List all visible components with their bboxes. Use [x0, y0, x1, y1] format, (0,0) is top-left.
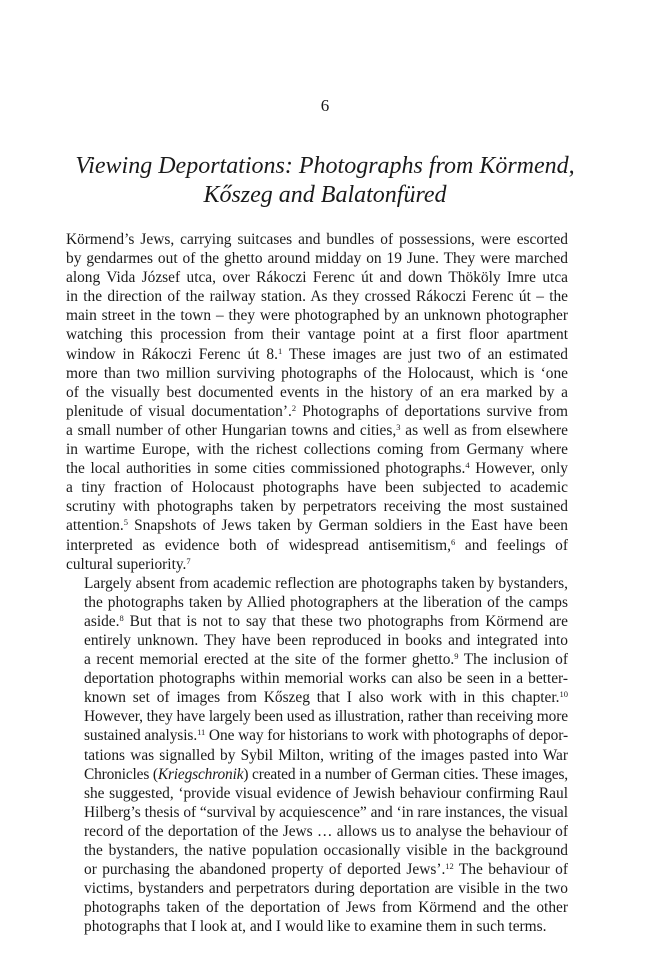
chapter-number: 6 [320, 96, 330, 115]
footnote-mark-7[interactable]: 7 [186, 555, 191, 566]
text-line: more than two million surviving photographs of the Holocaust, which is ‘one [66, 364, 568, 382]
footnote-mark-12[interactable]: 12 [445, 861, 454, 872]
text-line: in the direction of the railway station. As they crossed Rákoczi Ferenc út – the [66, 288, 568, 306]
text-line: photographs taken of the deportation of Jews from Körmend and the other [84, 899, 568, 917]
text-line: watching this procession from their vantage point at a first floor apartment [66, 326, 568, 344]
text-line: a recent memorial erected at the site of the former ghetto.$^9$ The inclusion of [84, 651, 568, 669]
footnote-mark-5[interactable]: 5 [123, 517, 128, 528]
text-line: attention.$^5$ Snapshots of Jews taken by German soldiers in the East have been [66, 517, 568, 535]
text-line: a tiny fraction of Holocaust photographs have been subjected to academic [66, 479, 568, 497]
text-line: in wartime Europe, with the richest collections coming from Germany where [66, 441, 568, 459]
text-line: sustained analysis.$^{11}$ One way for historians to work with photographs of depor- [84, 727, 568, 745]
text-line: main street in the town – they were photographed by an unknown photographer [66, 307, 568, 325]
text-line: of the visually best documented events in the history of an era marked by a [66, 383, 568, 401]
text-line: she suggested, ‘provide visual evidence of Jewish behaviour confirming Raul [84, 784, 568, 802]
text-line: plenitude of visual documentation’.$^2$ Photographs of deportations survive from [66, 402, 568, 420]
text-line: window in Rákoczi Ferenc út 8.$^1$ These images are just two of an estimated [66, 345, 568, 363]
footnote-mark-8[interactable]: 8 [119, 612, 124, 623]
text-line: victims, bystanders and perpetrators during deportation are visible in the two [84, 880, 568, 898]
text-line: entirely unknown. They have been reproduced in books and integrated into [84, 631, 568, 649]
italic-term: Kriegschronik [157, 765, 244, 783]
text-line: Hilberg’s thesis of “survival by acquiescence” and ‘in rare instances, the visual [84, 803, 568, 821]
text-line: However, they have largely been used as illustration, rather than receiving more [84, 708, 568, 726]
text-line: Chronicles (Kriegschronik) created in a number of German cities. These images, [84, 765, 568, 783]
paragraph-2 [66, 574, 568, 937]
text-line: by gendarmes out of the ghetto around midday on 19 June. They were marched [66, 250, 568, 268]
chapter-title [60, 152, 590, 210]
footnote-mark-9[interactable]: 9 [454, 651, 459, 662]
text-line: known set of images from Kőszeg that I also work with in this chapter.$^{10}$ [84, 689, 568, 707]
text-line: or purchasing the abandoned property of deported Jews’.$^{12}$ The behaviour of [84, 861, 568, 879]
text-line: interpreted as evidence both of widespread antisemitism,$^6$ and feelings of [66, 536, 568, 554]
paragraph-1 [66, 230, 568, 574]
text-line: a small number of other Hungarian towns and cities,$^3$ as well as from elsewhere [66, 421, 568, 439]
chapter-title-line-1: Viewing Deportations: Photographs from Körmend, [75, 153, 575, 179]
footnote-mark-3[interactable]: 3 [396, 421, 401, 432]
text-line: photographs that I look at, and I would like to examine them in such terms. [84, 918, 547, 936]
footnote-mark-4[interactable]: 4 [465, 460, 470, 471]
text-line: Largely absent from academic reflection are photographs taken by bystanders, [84, 574, 568, 592]
text-line: Körmend’s Jews, carrying suitcases and bundles of possessions, were escorted [66, 231, 568, 248]
footnote-mark-11[interactable]: 11 [197, 727, 206, 738]
text-line: cultural superiority.$^7$ [66, 555, 191, 573]
text-line: tations was signalled by Sybil Milton, writing of the images pasted into War [84, 746, 568, 764]
footnote-mark-10[interactable]: 10 [559, 689, 568, 700]
text-line: the local authorities in some cities commissioned photographs.$^4$ However, only [66, 460, 568, 478]
body-text [66, 230, 568, 936]
footnote-mark-2[interactable]: 2 [291, 402, 297, 413]
text-line: record of the deportation of the Jews … allows us to analyse the behaviour of [84, 822, 568, 840]
text-line: deportation photographs within memorial works can also be seen in a better- [84, 670, 568, 688]
footnote-mark-6[interactable]: 6 [450, 536, 456, 547]
footnote-mark-1[interactable]: 1 [277, 345, 283, 356]
chapter-title-line-2: Kőszeg and Balatonfüred [203, 182, 447, 208]
text-line: the photographs taken by Allied photographers at the liberation of the camps [84, 593, 568, 611]
text-line: scrutiny with photographs taken by perpetrators receiving the most sustained [66, 498, 568, 516]
text-line: aside.$^8$ But that is not to say that these two photographs from Körmend are [84, 612, 568, 630]
text-line: the bystanders, the native population occasionally visible in the background [84, 842, 568, 859]
text-line: along Vida József utca, over Rákoczi Ferenc út and down Thököly Imre utca [66, 269, 568, 287]
